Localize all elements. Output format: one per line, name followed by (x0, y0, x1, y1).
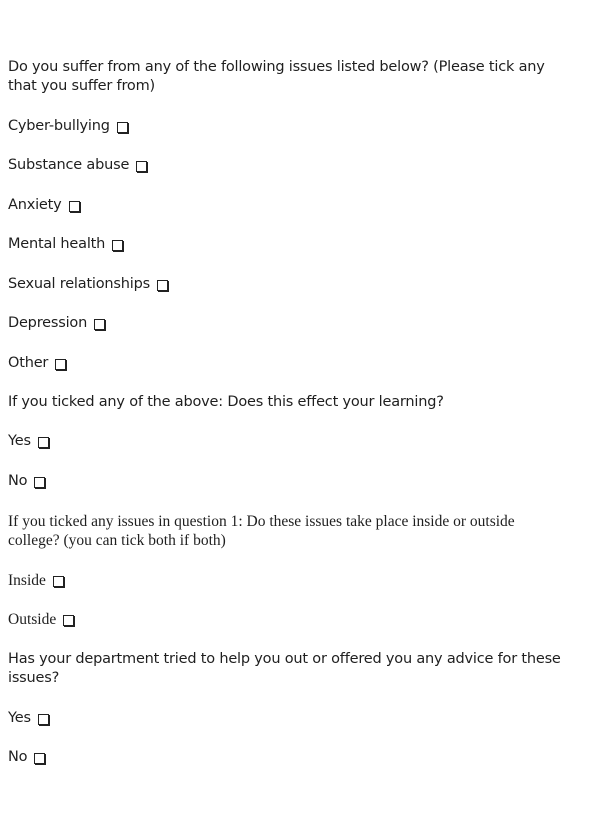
checkbox[interactable] (38, 714, 49, 725)
option-label: Yes (8, 710, 31, 726)
option-label: Sexual relationships (8, 276, 150, 292)
option-label: Anxiety (8, 197, 62, 213)
option-label: Inside (8, 572, 46, 589)
option-label: No (8, 473, 28, 489)
option-no[interactable] (8, 472, 45, 491)
checkbox[interactable] (112, 240, 123, 251)
option-outside[interactable] (8, 610, 74, 629)
option-other[interactable] (8, 354, 66, 373)
option-label: Outside (8, 611, 57, 628)
option-label: Cyber-bullying (8, 118, 110, 134)
option-sexual-relationships[interactable] (8, 275, 168, 294)
checkbox[interactable] (34, 753, 45, 764)
checkbox[interactable] (34, 477, 45, 488)
option-label: No (8, 749, 28, 765)
option-label: Other (8, 355, 49, 371)
option-anxiety[interactable] (8, 196, 80, 215)
checkbox[interactable] (55, 359, 66, 370)
option-yes[interactable] (8, 432, 49, 451)
option-inside[interactable] (8, 571, 64, 590)
option-mental-health[interactable] (8, 235, 123, 254)
option-depression[interactable] (8, 314, 105, 333)
option-label: Substance abuse (8, 157, 130, 173)
question-4-prompt: Has your department tried to help you out or offered you any advice for these issues? (8, 651, 561, 686)
option-cyber-bullying[interactable] (8, 117, 128, 136)
option-no[interactable] (8, 748, 45, 767)
checkbox[interactable] (157, 280, 168, 291)
question-2-prompt: If you ticked any of the above: Does this effect your learning? (8, 394, 444, 410)
checkbox[interactable] (94, 319, 105, 330)
checkbox[interactable] (53, 576, 64, 587)
option-substance-abuse[interactable] (8, 156, 147, 175)
checkbox[interactable] (117, 122, 128, 133)
checkbox[interactable] (69, 201, 80, 212)
question-1-prompt: Do you suffer from any of the following issues listed below? (Please tick any that you suffer from) (8, 59, 545, 94)
checkbox[interactable] (136, 161, 147, 172)
option-label: Yes (8, 433, 31, 449)
checkbox[interactable] (38, 437, 49, 448)
option-label: Mental health (8, 236, 106, 252)
option-yes[interactable] (8, 709, 49, 728)
checkbox[interactable] (63, 615, 74, 626)
option-label: Depression (8, 315, 88, 331)
question-3-prompt: If you ticked any issues in question 1: Do these issues take place inside or outside college? (you can tick both if both) (8, 513, 515, 549)
